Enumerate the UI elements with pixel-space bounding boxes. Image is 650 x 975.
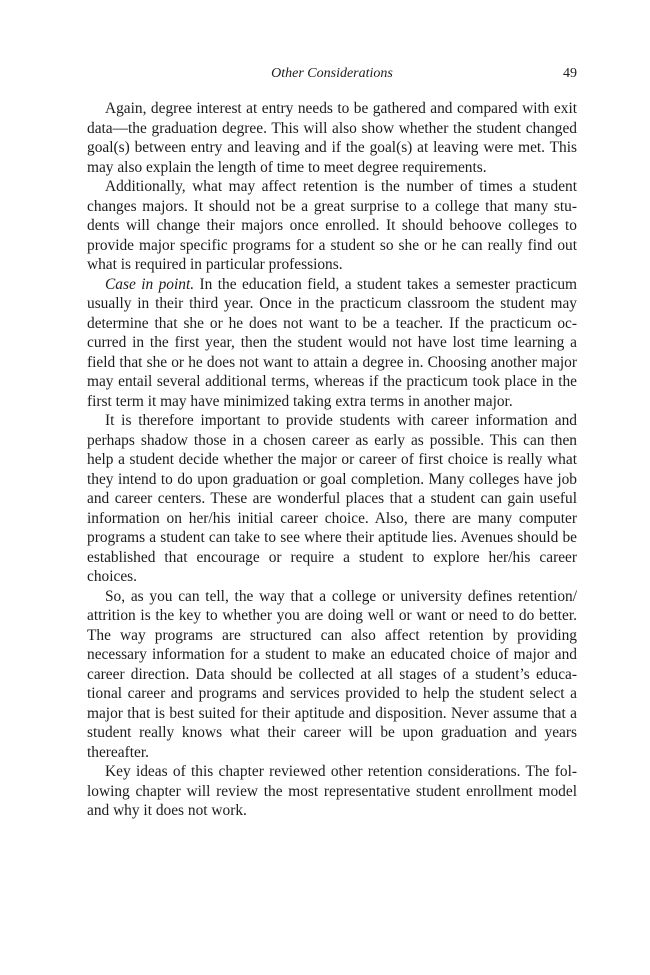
case-in-point-label: Case in point. xyxy=(105,275,195,293)
paragraph: So, as you can tell, the way that a college or university defines retention/ attrition is the key to whether you are doing well or want or need to do better. The way programs are structured can also affect retention by providing necessary information for a student to make an educated choice of major and career direction. Data should be collected at all stages of a student’s educational career and programs and services provided to help the student select a major that is best suited for their aptitude and disposition. Never assume that a student really knows what their career will be upon graduation and years thereafter. xyxy=(87,587,577,761)
paragraph: Again, degree interest at entry needs to be gathered and compared with exit data—the graduation degree. This will also show whether the student changed goal(s) between entry and leaving and if the goal(s) at leaving were met. This may also explain the length of time to meet degree requirements. xyxy=(87,100,577,176)
page-header xyxy=(87,66,577,86)
paragraph-text: In the education field, a student takes a semester practicum usually in their third year. Once in the practicum classroom the student may determine that she or he does not want to be a teacher. If the practicum occurred in the first year, then the student would not have lost time learning a field that she or he does not want to attain a degree in. Choosing another major may entail several additional terms, whereas if the practicum took place in the first term it may have minimized taking extra terms in another major. xyxy=(87,275,577,410)
paragraph xyxy=(87,275,577,412)
body-text xyxy=(87,99,577,821)
running-title: Other Considerations xyxy=(271,66,393,81)
paragraph: Additionally, what may affect retention is the number of times a student changes majors. It should not be a great surprise to a college that many students will change their majors once enrolled. It should behoove colleges to provide major specific programs for a student so she or he can really find out what is required in particular professions. xyxy=(87,178,577,273)
paragraph: Key ideas of this chapter reviewed other retention considerations. The following chapter will review the most representative student enrollment model and why it does not work. xyxy=(87,763,577,819)
page-number: 49 xyxy=(563,66,577,81)
paragraph: It is therefore important to provide students with career information and perhaps shadow those in a chosen career as early as possible. This can then help a student decide whether the major or career of first choice is really what they intend to do upon graduation or goal completion. Many colleges have job and career centers. These are wonderful places that a student can gain useful information on her/his initial career choice. Also, there are many computer programs a student can take to see where their aptitude lies. Avenues should be established that encourage or require a student to explore her/his career choices. xyxy=(87,412,577,585)
